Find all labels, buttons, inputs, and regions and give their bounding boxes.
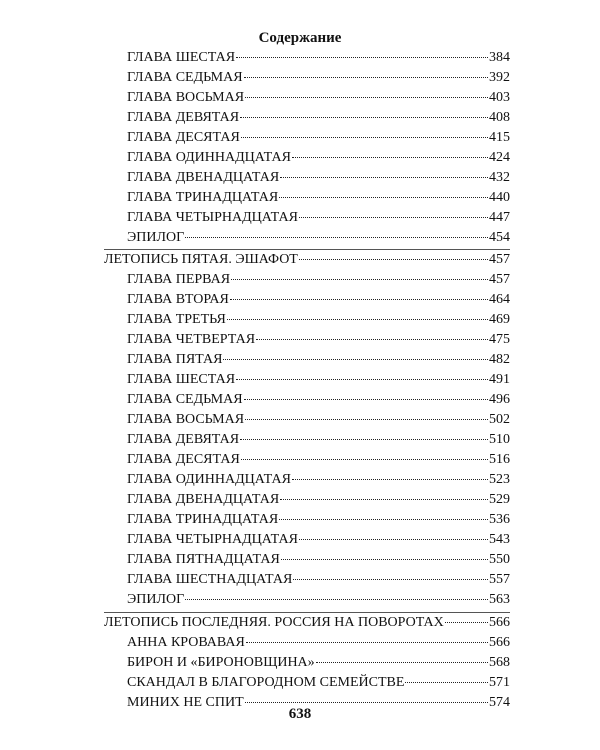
toc-entry-title: ЭПИЛОГ [127,230,185,245]
toc-entry [127,391,510,409]
dot-leader [245,97,488,98]
toc-entry [127,129,510,147]
dot-leader [185,599,488,600]
dot-leader [223,359,488,360]
toc-entry-page: 432 [489,170,510,185]
toc-entry-title: ГЛАВА ВТОРАЯ [127,292,229,307]
toc-entry [127,109,510,127]
toc-entry-title: БИРОН И «БИРОНОВЩИНА» [127,655,315,670]
toc-entry [127,674,510,692]
toc-entry-page: 557 [489,572,510,587]
toc-entry-page: 516 [489,452,510,467]
toc-entry [127,311,510,329]
dot-leader [240,117,488,118]
dot-leader [236,57,488,58]
toc-entry-title: ГЛАВА ВОСЬМАЯ [127,412,245,427]
toc-entry-page: 415 [489,130,510,145]
toc-entry-page: 403 [489,90,510,105]
section-divider [104,249,510,250]
toc-entry-title: ГЛАВА ШЕСТАЯ [127,372,236,387]
toc-entry-title: ГЛАВА ЧЕТЫРНАДЦАТАЯ [127,532,298,547]
toc-entry-page: 454 [489,230,510,245]
page-number: 638 [288,706,312,722]
dot-leader [299,259,488,260]
toc-entry-page: 496 [489,392,510,407]
toc-entry [127,271,510,289]
toc-entry [127,291,510,309]
dot-leader [292,479,488,480]
dot-leader [280,177,488,178]
toc-entry-page: 482 [489,352,510,367]
page-title: Содержание [258,30,342,46]
toc-entry-title: ЭПИЛОГ [127,592,185,607]
toc-entry-title: ГЛАВА ВОСЬМАЯ [127,90,245,105]
toc-entry-title: ГЛАВА ОДИННАДЦАТАЯ [127,472,291,487]
toc-entry [127,511,510,529]
toc-entry-page: 536 [489,512,510,527]
dot-leader [244,77,488,78]
toc-entry-title: ГЛАВА ТРИНАДЦАТАЯ [127,190,279,205]
dot-leader [236,379,488,380]
toc-entry-page: 469 [489,312,510,327]
dot-leader [299,217,488,218]
toc-entry [127,531,510,549]
toc-entry-title: МИНИХ НЕ СПИТ [127,695,244,710]
dot-leader [246,642,488,643]
dot-leader [230,299,488,300]
toc-entry-page: 424 [489,150,510,165]
toc-entry [127,654,510,672]
toc-entry-title: ГЛАВА ДВЕНАДЦАТАЯ [127,492,280,507]
toc-entry-page: 384 [489,50,510,65]
dot-leader [280,499,488,500]
toc-entry-page: 440 [489,190,510,205]
toc-entry-title: ГЛАВА ТРИНАДЦАТАЯ [127,512,279,527]
toc-entry-page: 447 [489,210,510,225]
toc-entry [127,371,510,389]
dot-leader [241,459,488,460]
toc-entry [127,331,510,349]
toc-entry [127,634,510,652]
dot-leader [299,539,488,540]
toc-entry-title: ГЛАВА СЕДЬМАЯ [127,70,243,85]
toc-entry [127,491,510,509]
toc-entry-title: ГЛАВА ЧЕТВЕРТАЯ [127,332,256,347]
dot-leader [293,579,488,580]
toc-entry-title: ГЛАВА ЧЕТЫРНАДЦАТАЯ [127,210,298,225]
toc-entry-title: ГЛАВА ПЕРВАЯ [127,272,231,287]
toc-entry-title: ГЛАВА ТРЕТЬЯ [127,312,226,327]
toc-entry-title: ГЛАВА ДВЕНАДЦАТАЯ [127,170,280,185]
toc-entry-page: 566 [489,635,510,650]
toc-entry-title: ГЛАВА ШЕСТАЯ [127,50,236,65]
section-divider [104,612,510,613]
dot-leader [245,702,488,703]
toc-entry-title: ЛЕТОПИСЬ ПЯТАЯ. ЭШАФОТ [104,252,298,267]
dot-leader [445,622,488,623]
toc-entry [127,571,510,589]
toc-entry-title: ГЛАВА ПЯТНАДЦАТАЯ [127,552,280,567]
toc-entry-title: ГЛАВА ДЕВЯТАЯ [127,110,240,125]
toc-entry [127,551,510,569]
dot-leader [185,237,488,238]
toc-entry-page: 392 [489,70,510,85]
toc-entry-page: 571 [489,675,510,690]
toc-entry-page: 543 [489,532,510,547]
toc-entry [127,69,510,87]
toc-entry-page: 529 [489,492,510,507]
toc-entry [127,169,510,187]
toc-part-heading [104,251,510,269]
toc-entry-page: 408 [489,110,510,125]
toc-entry-title: ГЛАВА СЕДЬМАЯ [127,392,243,407]
toc-entry [127,149,510,167]
toc-entry [127,351,510,369]
toc-entry [127,89,510,107]
dot-leader [316,662,488,663]
toc-entry [127,229,510,247]
toc-entry-title: ГЛАВА ШЕСТНАДЦАТАЯ [127,572,293,587]
toc-entry-page: 475 [489,332,510,347]
toc-entry-page: 457 [489,272,510,287]
toc-entry-page: 566 [489,615,510,630]
toc-entry-page: 464 [489,292,510,307]
toc-entry-page: 563 [489,592,510,607]
toc-entry-title: ГЛАВА ДЕСЯТАЯ [127,130,240,145]
dot-leader [292,157,488,158]
toc-entry [127,49,510,67]
toc-entry-page: 491 [489,372,510,387]
dot-leader [231,279,488,280]
toc-entry [127,189,510,207]
toc-entry [127,471,510,489]
toc-entry [127,451,510,469]
toc-entry-page: 550 [489,552,510,567]
toc-entry-page: 502 [489,412,510,427]
toc-entry-title: ГЛАВА ДЕВЯТАЯ [127,432,240,447]
dot-leader [227,319,488,320]
dot-leader [405,682,488,683]
dot-leader [244,399,488,400]
dot-leader [241,137,488,138]
toc-entry-title: ГЛАВА ОДИННАДЦАТАЯ [127,150,291,165]
dot-leader [279,197,488,198]
dot-leader [240,439,488,440]
toc-entry [127,209,510,227]
toc-entry [127,431,510,449]
toc-entry-page: 510 [489,432,510,447]
toc-entry-page: 457 [489,252,510,267]
toc-entry-page: 523 [489,472,510,487]
toc-entry-title: ГЛАВА ДЕСЯТАЯ [127,452,240,467]
toc-entry-title: ЛЕТОПИСЬ ПОСЛЕДНЯЯ. РОССИЯ НА ПОВОРОТАХ [104,615,444,630]
toc-entry-title: ГЛАВА ПЯТАЯ [127,352,223,367]
dot-leader [281,559,488,560]
toc-entry [127,591,510,609]
dot-leader [256,339,488,340]
toc-entry-title: АННА КРОВАВАЯ [127,635,245,650]
toc-entry-page: 574 [489,695,510,710]
dot-leader [279,519,488,520]
dot-leader [245,419,488,420]
toc-part-heading [104,614,510,632]
toc-entry-page: 568 [489,655,510,670]
toc-entry-title: СКАНДАЛ В БЛАГОРОДНОМ СЕМЕЙСТВЕ [127,675,405,690]
toc-entry [127,411,510,429]
